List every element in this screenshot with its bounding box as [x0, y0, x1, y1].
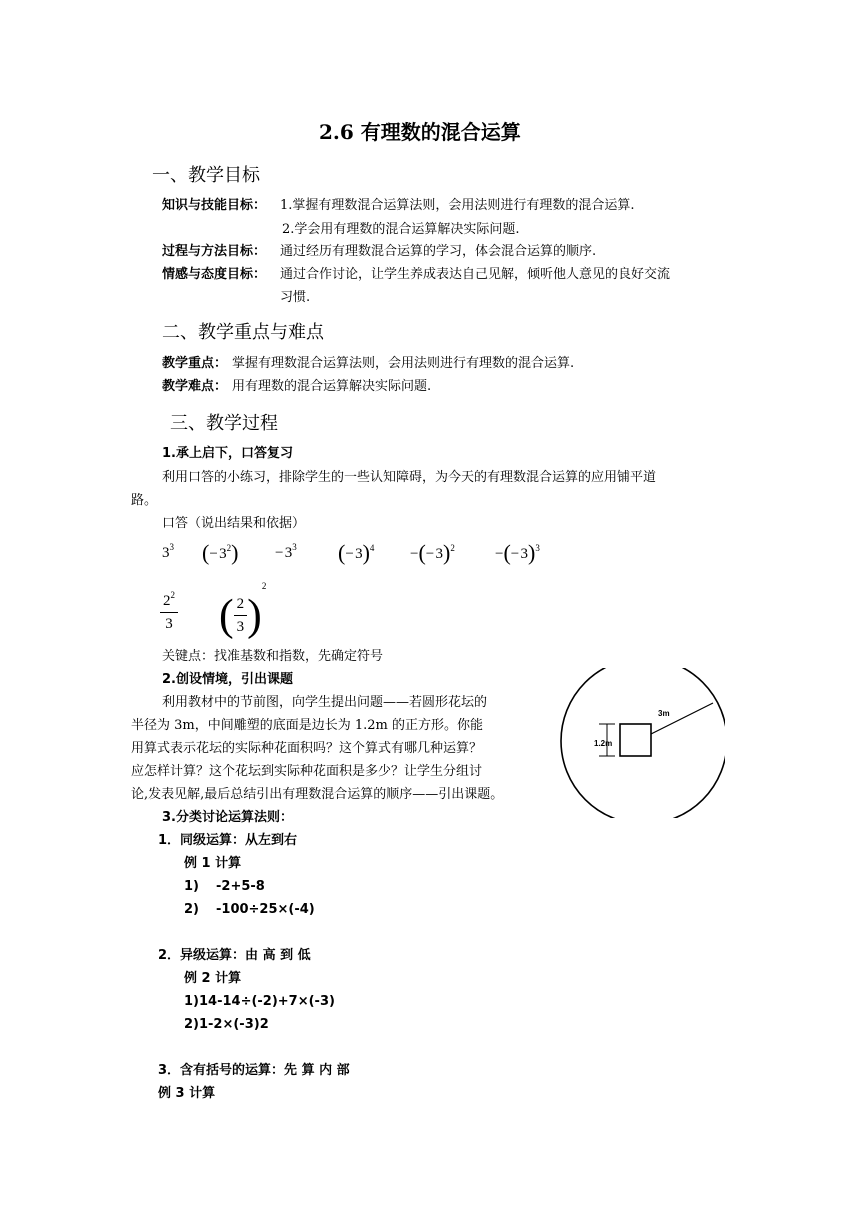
- example1-a-num: 1): [184, 879, 199, 894]
- process-label: 过程与方法目标：: [162, 244, 267, 259]
- rule3: 3．含有括号的运算：先 算 内 部: [158, 1063, 350, 1078]
- step1-paragraph-line1: 利用口答的小练习，排除学生的一些认知障碍，为今天的有理数混合运算的应用铺平道: [162, 470, 657, 485]
- example2-a: 1)14-14÷(-2)+7×(-3): [184, 994, 335, 1009]
- key-text: 掌握有理数混合运算法则，会用法则进行有理数的混合运算.: [232, 356, 575, 371]
- knowledge-text-1: 1.掌握有理数混合运算法则，会用法则进行有理数的混合运算.: [280, 198, 635, 213]
- difficulty-text: 用有理数的混合运算解决实际问题.: [232, 379, 432, 394]
- step2-line1: 利用教材中的节前图，向学生提出问题——若圆形花坛的: [162, 695, 488, 710]
- step1-title: 1.承上启下，口答复习: [162, 446, 293, 461]
- step2-line2: 半径为 3m，中间雕塑的底面是边长为 1.2m 的正方形。你能: [131, 718, 483, 733]
- example3-label: 例 3 计算: [158, 1086, 216, 1101]
- knowledge-text-2: 2.学会用有理数的混合运算解决实际问题.: [282, 222, 520, 237]
- step3-title: 3.分类讨论运算法则：: [162, 810, 293, 825]
- example1-b-num: 2): [184, 902, 199, 917]
- section-heading-key-points: 二、教学重点与难点: [162, 322, 324, 343]
- side-label: 1.2m: [594, 739, 613, 748]
- step2-line5: 论,发表见解,最后总结引出有理数混合运算的顺序——引出课题。: [131, 787, 504, 802]
- expr-neg-paren-neg3-squared: −(− 3)$^2$: [410, 540, 455, 565]
- example1-label: 例 1 计算: [184, 856, 242, 871]
- rule1: 1．同级运算：从左到右: [158, 833, 298, 848]
- emotion-text-1: 通过合作讨论，让学生养成表达自己见解，倾听他人意见的良好交流: [280, 267, 671, 282]
- process-text: 通过经历有理数混合运算的学习，体会混合运算的顺序.: [280, 244, 597, 259]
- step2-title: 2.创设情境，引出课题: [162, 672, 293, 687]
- flowerbed-figure: [555, 668, 725, 818]
- example2-b: 2)1-2×(-3)2: [184, 1017, 269, 1032]
- key-label: 教学重点：: [162, 356, 228, 371]
- flowerbed-circle: [561, 668, 725, 818]
- expr-3-cubed: $3^3$: [162, 542, 174, 561]
- step2-line4: 应怎样计算？这个花坛到实际种花面积是多少？让学生分组讨: [131, 764, 483, 779]
- emotion-label: 情感与态度目标：: [162, 267, 267, 282]
- emotion-text-2: 习惯.: [280, 290, 311, 305]
- page-title: 2.6 有理数的混合运算: [319, 120, 521, 144]
- expr-neg-3-squared-paren: (− $3^2$): [202, 540, 239, 565]
- expr-neg-paren-neg3-cubed: −(− 3)$^3$: [495, 540, 540, 565]
- radius-line: [651, 703, 713, 734]
- oral-intro: 口答（说出结果和依据）: [162, 516, 306, 531]
- knowledge-label: 知识与技能目标：: [162, 198, 267, 213]
- step2-line3: 用算式表示花坛的实际种花面积吗？这个算式有哪几种运算？: [131, 741, 483, 756]
- statue-square: [620, 724, 651, 756]
- radius-label: 3m: [658, 709, 670, 718]
- example1-b: -100÷25×(-4): [216, 902, 315, 917]
- difficulty-label: 教学难点：: [162, 379, 228, 394]
- example1-a: -2+5-8: [216, 879, 265, 894]
- example2-label: 例 2 计算: [184, 971, 242, 986]
- expr-paren-neg3-fourth: (− 3)$^4$: [338, 540, 375, 565]
- step1-paragraph-line2: 路。: [131, 493, 158, 508]
- section-heading-process: 三、教学过程: [170, 413, 278, 434]
- rule2: 2．异级运算：由 高 到 低: [158, 948, 311, 963]
- expr-frac-2sq-over-3: $\frac{2^2}{3}$: [160, 590, 178, 635]
- section-heading-objectives: 一、教学目标: [152, 165, 260, 186]
- key-point: 关键点：找准基数和指数，先确定符号: [162, 649, 384, 664]
- expr-paren-frac-squared: ( $\frac{2}{3}$ )$^2$: [219, 581, 267, 640]
- expr-neg-3-cubed: − $3^3$: [275, 542, 297, 561]
